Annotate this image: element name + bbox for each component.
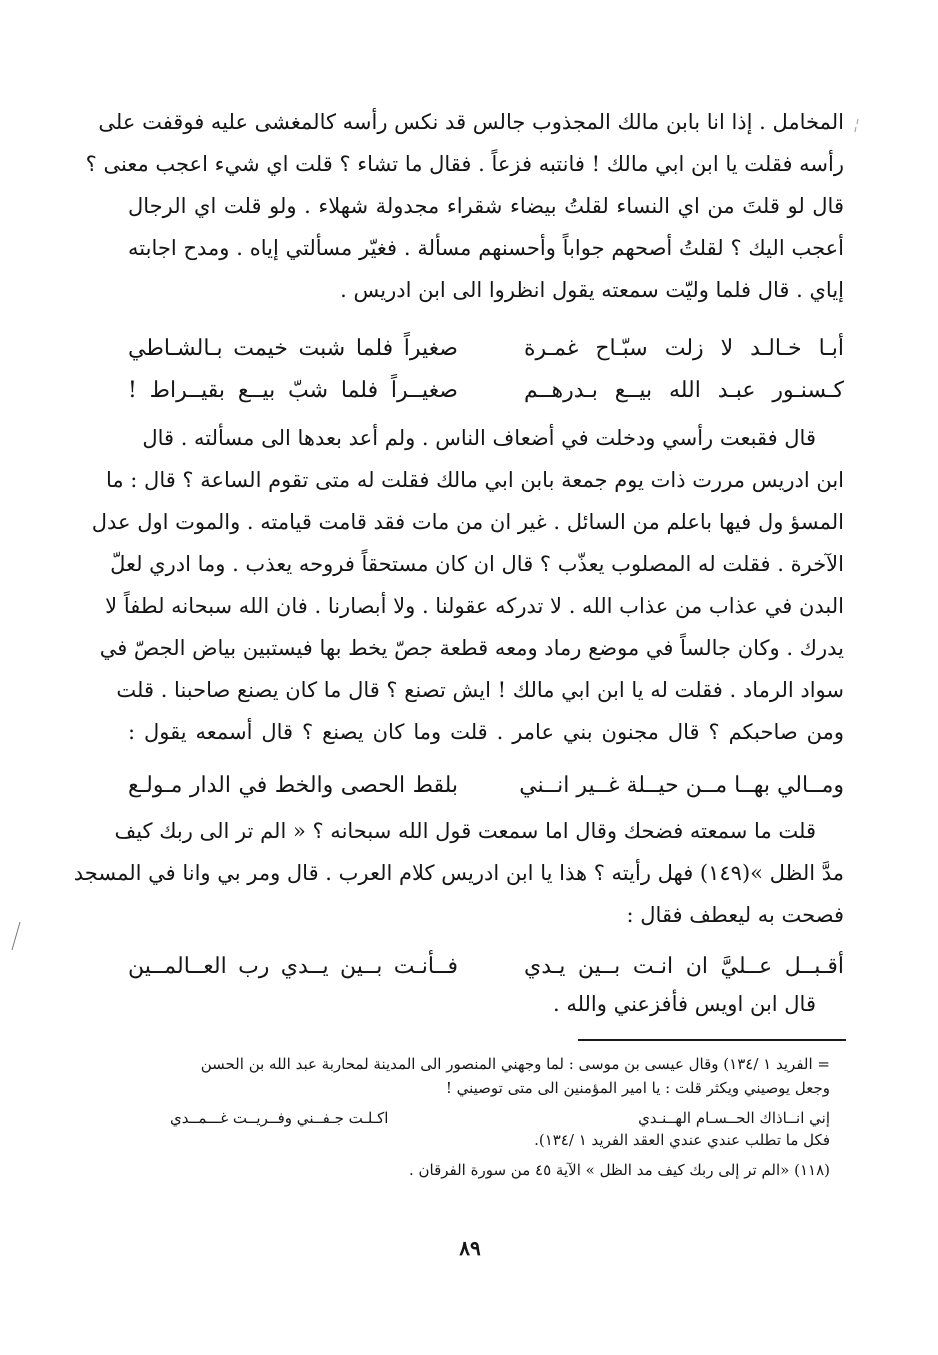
text-line: ابن ادريس مررت ذات يوم جمعة بابن ابي مالك فقلت له متى تقوم الساعة ؟ قال : ما — [105, 468, 844, 492]
text-line: مدَّ الظل »(١٤٩) فهل رأيته ؟ هذا يا ابن ادريس كلام العرب . قال ومر بي وانا في المسجد — [73, 861, 844, 885]
verse-hemistich-first: أقـبــل عــليَّ ان انـت بــين يـدي — [524, 954, 844, 979]
footnote-line: فكل ما تطلب عندي عندي العقد الفريد ١ /١٣٤). — [534, 1131, 830, 1149]
text-line: الآخرة . فقلت له المصلوب يعذّب ؟ قال ان كان مستحقاً فروحه يعذب . وما ادري لعلّ — [110, 552, 844, 576]
paragraph-1 — [85, 101, 844, 311]
verse-hemistich-first: أبـا خـالـد لا زلت سبّـاح غمـرة — [524, 336, 844, 361]
text-line: ومن صاحبكم ؟ قال مجنون بني عامر . قلت وما كان يصنع ؟ قال أسمعه يقول : — [128, 720, 844, 744]
text-line: يدرك . وكان جالساً في موضع رماد ومعه قطعة جصّ يخط بها فيستبين بياض الجصّ في — [99, 636, 844, 660]
text-line: إياي . قال فلما وليّت سمعته يقول انظروا الى ابن ادريس . — [340, 278, 844, 302]
text-line: قلت ما سمعته فضحك وقال اما سمعت قول الله سبحانه ؟ « الم تر الى ربك كيف — [114, 819, 816, 843]
verse-3 — [128, 765, 844, 807]
paragraph-3 — [73, 810, 844, 936]
text-line: قال ابن اويس فأفزعني والله . — [552, 992, 816, 1016]
verse-2 — [128, 370, 844, 412]
scan-speck — [852, 118, 864, 136]
verse-hemistich-first: كـسنـور عبـد الله بيــع بـدرهــم — [524, 378, 844, 403]
text-line: أعجب اليك ؟ لقلتُ أصحهم جواباً وأحسنهم مسألة . فغيّر مسألتي إياه . ومدح اجابته — [128, 236, 844, 260]
verse-hemistich-second: صغيــراً فلما شبّ بيــع بقيــراط ! — [128, 378, 458, 403]
text-line: قال فقبعت رأسي ودخلت في أضعاف الناس . ولم أعد بعدها الى مسألته . قال — [142, 426, 816, 450]
closing-paragraph — [128, 983, 844, 1025]
verse-hemistich-first: ومــالي بهــا مــن حيــلة غــير انــني — [519, 773, 844, 798]
footnote-verse-first: إني انــاذاك الحــسـام الهــنـدي — [638, 1109, 830, 1127]
footnote-verse-second: اكـلـت جـفــني وفــريــت غـــمــدي — [170, 1109, 389, 1127]
footnote-separator — [578, 1039, 846, 1041]
text-line: سواد الرماد . فقلت له يا ابن ابي مالك ! ايش تصنع ؟ قال ما كان يصنع صاحبنا . قلت — [116, 678, 844, 702]
scan-speck — [6, 920, 26, 960]
footnote-line: (١١٨) «الم تر إلى ربك كيف مد الظل » الآية ٤٥ من سورة الفرقان . — [408, 1161, 830, 1179]
footnote-line: وجعل يوصيني ويكثر قلت : يا امير المؤمنين الى متى توصيني ! — [445, 1079, 830, 1097]
text-line: المسؤ ول فيها باعلم من السائل . غير ان من مات فقد قامت قيامته . والموت اول عدل — [91, 510, 844, 534]
verse-hemistich-second: فــأنـت بــين يــدي رب العــالمــين — [128, 954, 458, 979]
text-line: المخامل . إذا انا بابن مالك المجذوب جالس قد نكس رأسه كالمغشى عليه فوقفت على — [98, 110, 844, 134]
footnote-line: = الفريد ١ /١٣٤) وقال عيسى بن موسى : لما وجهني المنصور الى المدينة لمحاربة عبد الله بن الحسن — [200, 1055, 830, 1073]
footnote-verse — [170, 1106, 830, 1130]
text-line: فصحت به ليعطف فقال : — [626, 903, 844, 927]
verse-1 — [128, 328, 844, 370]
page-number: ٨٩ — [459, 1236, 481, 1260]
paragraph-2 — [91, 417, 844, 753]
text-line: قال لو قلتَ من اي النساء لقلتُ بيضاء شقراء مجدولة شهلاء . ولو قلت اي الرجال — [128, 194, 844, 218]
footnotes — [170, 1052, 830, 1212]
verse-hemistich-second: صغيراً فلما شبت خيمت بـالشـاطي — [128, 336, 458, 361]
text-line: البدن في عذاب من عذاب الله . لا تدركه عقولنا . ولا أبصارنا . فان الله سبحانه لطفاً لا — [105, 594, 844, 618]
text-line: رأسه فقلت يا ابن ابي مالك ! فانتبه فزعاً . فقال ما تشاء ؟ قلت اي شيء اعجب معنى ؟ — [85, 152, 844, 176]
verse-4 — [128, 946, 844, 988]
verse-hemistich-second: بلقط الحصى والخط في الدار مـولـع — [128, 773, 458, 798]
